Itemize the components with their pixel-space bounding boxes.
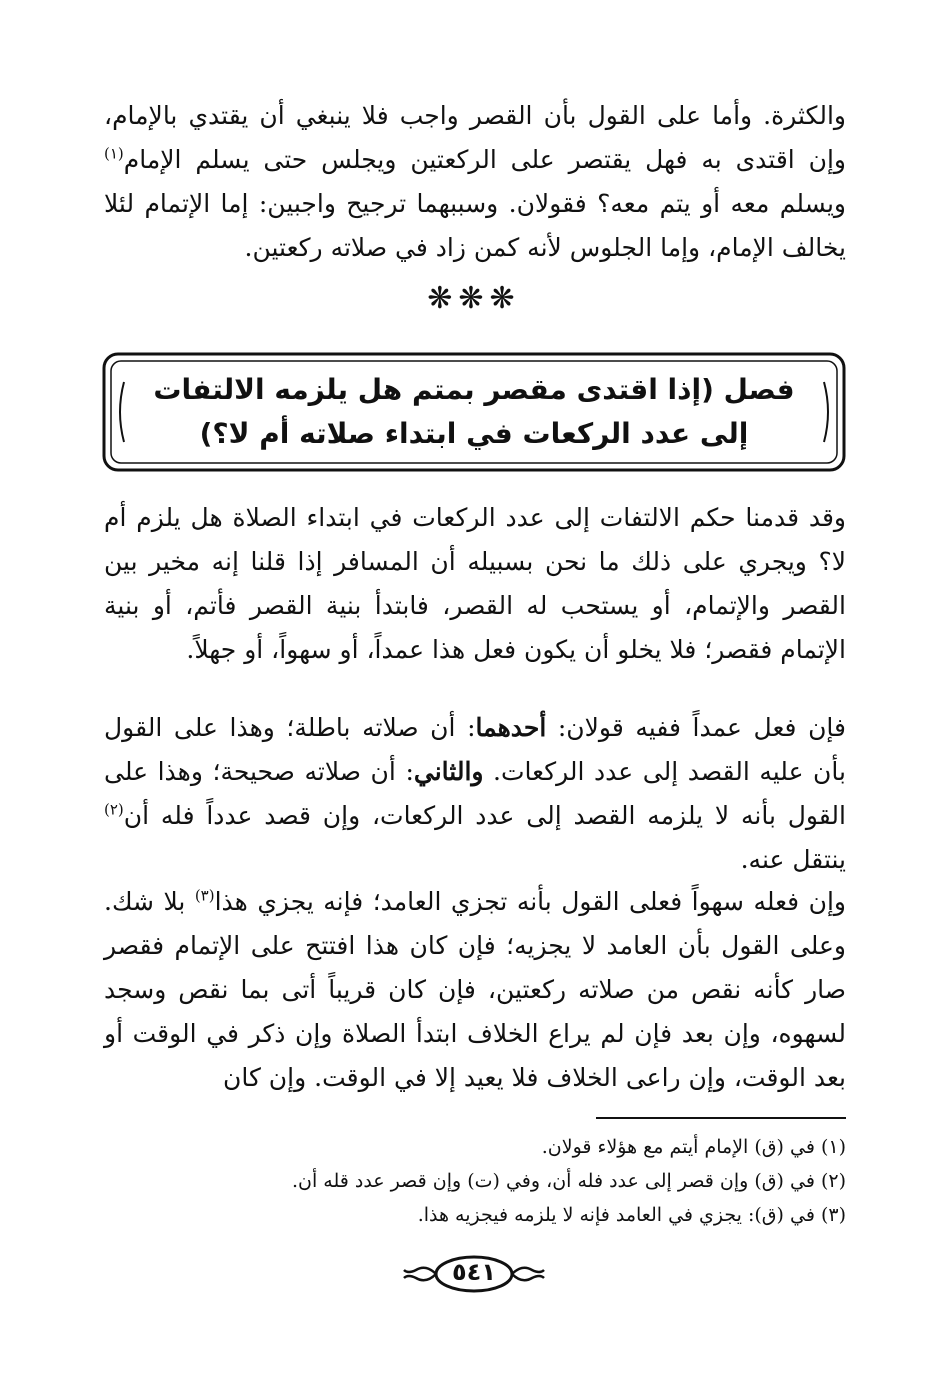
- footnote-1: (١) في (ق) الإمام أيتم مع هؤلاء قولان.: [541, 1136, 846, 1158]
- paragraph-3: [104, 706, 846, 882]
- heading-line-1: فصل (إذا اقتدى مقصر بمتم هل يلزمه الالتفات: [153, 373, 795, 406]
- footnote-divider: [596, 1117, 846, 1119]
- footnote-2: (٢) في (ق) وإن قصر إلى عدد فله أن، وفي (ت) وإن قصر عدد قله أن.: [291, 1170, 846, 1192]
- footnote-ref-3[interactable]: (٣): [194, 886, 215, 905]
- footnotes-list: [104, 1130, 846, 1232]
- section-heading: [102, 368, 846, 456]
- paragraph-text: ويسلم معه أو يتم معه؟ فقولان. وسببهما ترجيح واجبين: إما الإتمام لئلا يخالف الإمام، وإما الجلوس لأنه كمن زاد في صلاته ركعتين.: [104, 189, 846, 262]
- paragraph-text: وإن فعله سهواً فعلى القول بأنه تجزي العامد؛ فإنه يجزي هذا: [214, 887, 846, 916]
- paragraph-text: فإن فعل عمداً ففيه قولان:: [546, 713, 846, 742]
- paragraph-2: وقد قدمنا حكم الالتفات إلى عدد الركعات في ابتداء الصلاة هل يلزم أم لا؟ ويجري على ذلك ما نحن بسبيله أن المسافر إذا قلنا إنه مخير بين القصر والإتمام، أو يستحب له القصر، فابتدأ بنية القصر فأتم، أو بنية الإتمام فقصر؛ فلا يخلو أن يكون فعل هذا عمداً، أو سهواً، أو جهلاً.: [104, 503, 846, 664]
- footnote-3: (٣) في (ق): يجزي في العامد فإنه لا يلزمه فيجزيه هذا.: [417, 1204, 846, 1226]
- section-separator: ❋❋❋: [427, 281, 521, 316]
- bold-term: أحدهما: [475, 713, 547, 742]
- footnote-ref-1[interactable]: (١): [104, 144, 124, 163]
- paragraph-opening: [104, 94, 846, 270]
- page-number-ornament: [400, 1252, 548, 1296]
- footnote-ref-2[interactable]: (٢): [104, 800, 124, 819]
- page-number: ٥٤١: [452, 1258, 496, 1286]
- heading-line-2: إلى عدد الركعات في ابتداء صلاته أم لا؟): [199, 417, 749, 450]
- section-heading-frame: [102, 352, 846, 472]
- paragraph-text: : أن صلاته باطلة؛ وهذا على القول بأن عليه القصد إلى عدد الركعات.: [104, 713, 846, 786]
- paragraph-text: : أن صلاته صحيحة؛ وهذا على القول بأنه لا يلزمه القصد إلى عدد الركعات، وإن قصد عدداً فله أن: [104, 757, 846, 830]
- bold-term: والثاني: [413, 757, 484, 786]
- paragraph-4: [104, 880, 846, 1100]
- paragraph-text: ينتقل عنه.: [740, 845, 846, 874]
- paragraph-text: والكثرة. وأما على القول بأن القصر واجب فلا ينبغي أن يقتدي بالإمام، وإن اقتدى به فهل يقتصر على الركعتين ويجلس حتى يسلم الإمام: [104, 101, 846, 174]
- paragraph-text: بلا شك. وعلى القول بأن العامد لا يجزيه؛ فإن كان هذا افتتح على الإتمام فقصر صار كأنه نقص من صلاته ركعتين، فإن كان قريباً أتى بما نقص وسجد لسهوه، وإن بعد فإن لم يراع الخلاف ابتدأ الصلاة وإن ذكر في الوقت أو بعد الوقت، وإن راعى الخلاف فلا يعيد إلا في الوقت. وإن كان: [104, 887, 846, 1092]
